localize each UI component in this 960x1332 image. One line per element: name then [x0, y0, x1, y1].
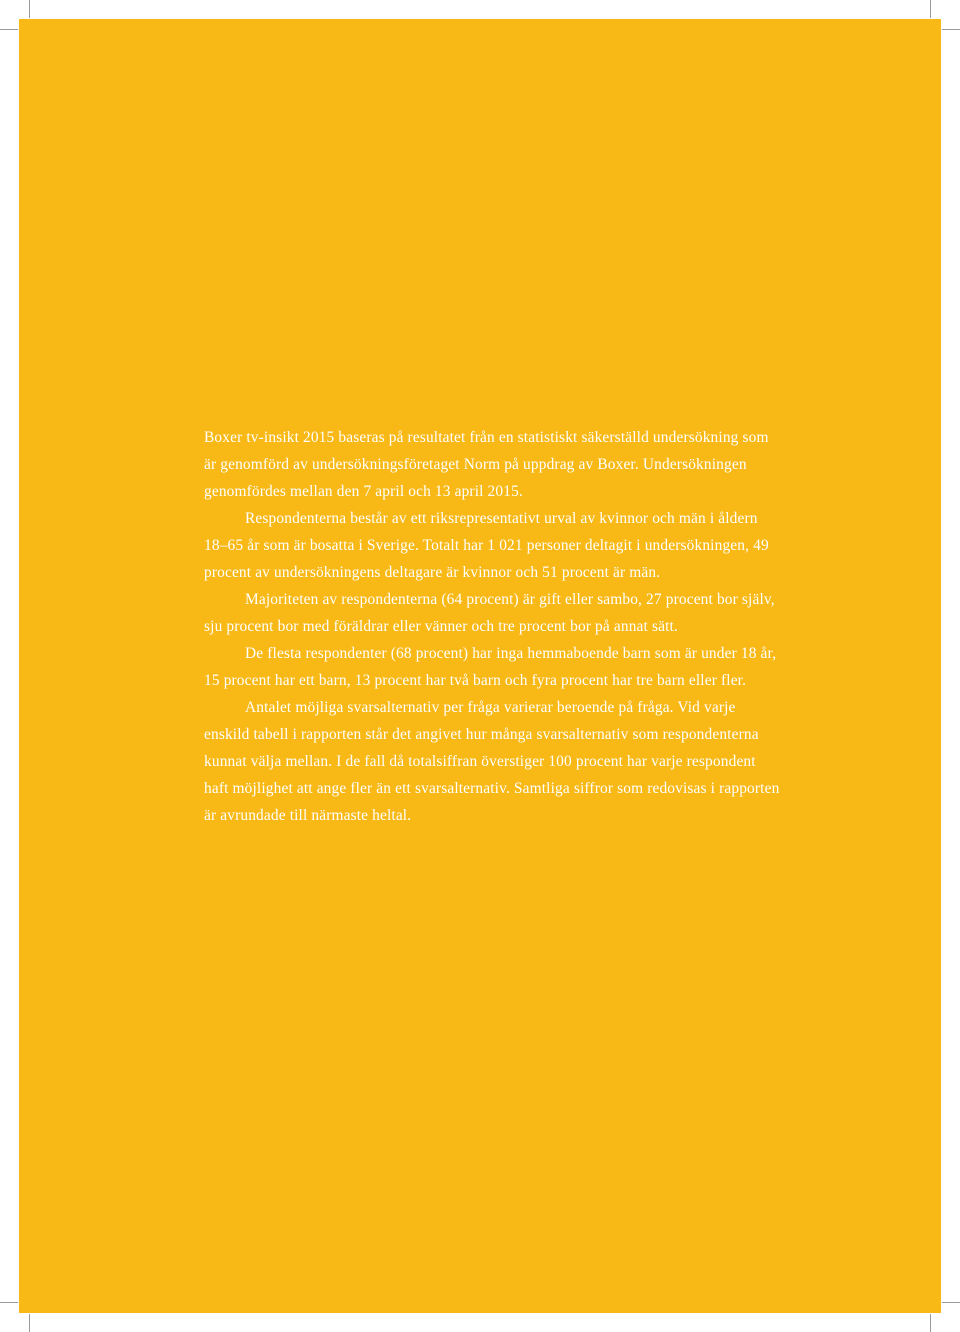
paragraph-intro: Boxer tv-insikt 2015 baseras på resultatet från en statistiskt säkerställd undersökning som är genomförd av undersökningsföretaget Norm på uppdrag av Boxer. Undersökningen genomfördes mellan den 7 april och 13 april 2015. [204, 429, 769, 500]
crop-mark-top-right-h [942, 29, 960, 30]
paragraph-respondents: Respondenterna består av ett riksrepresentativt urval av kvinnor och män i åldern 18–65 år som är bosatta i Sverige. Totalt har 1 021 personer deltagit i undersökningen, 49 procent av undersökningens deltagare är kvinnor och 51 procent är män. [204, 510, 769, 581]
paragraph-household: Majoriteten av respondenterna (64 procent) är gift eller sambo, 27 procent bor själv, sju procent bor med föräldrar eller vänner och tre procent bor på annat sätt. [204, 591, 775, 635]
methodology-text [204, 424, 784, 829]
paragraph-children: De flesta respondenter (68 procent) har inga hemmaboende barn som är under 18 år, 15 procent har ett barn, 13 procent har två barn och fyra procent har tre barn eller fler. [204, 645, 777, 689]
crop-mark-bottom-left-v [29, 1314, 30, 1332]
crop-mark-top-right-v [930, 0, 931, 18]
crop-mark-bottom-left-h [0, 1302, 18, 1303]
crop-mark-top-left-v [29, 0, 30, 18]
crop-mark-bottom-right-h [942, 1302, 960, 1303]
crop-mark-top-left-h [0, 29, 18, 30]
paragraph-answer-options: Antalet möjliga svarsalternativ per fråga varierar beroende på fråga. Vid varje enskild tabell i rapporten står det angivet hur många svarsalternativ som respondenterna kunnat välja mellan. I de fall då totalsiffran överstiger 100 procent har varje respondent haft möjlighet att ange fler än ett svarsalternativ. Samtliga siffror som redovisas i rapporten är avrundade till närmaste heltal. [204, 699, 780, 824]
crop-mark-bottom-right-v [930, 1314, 931, 1332]
